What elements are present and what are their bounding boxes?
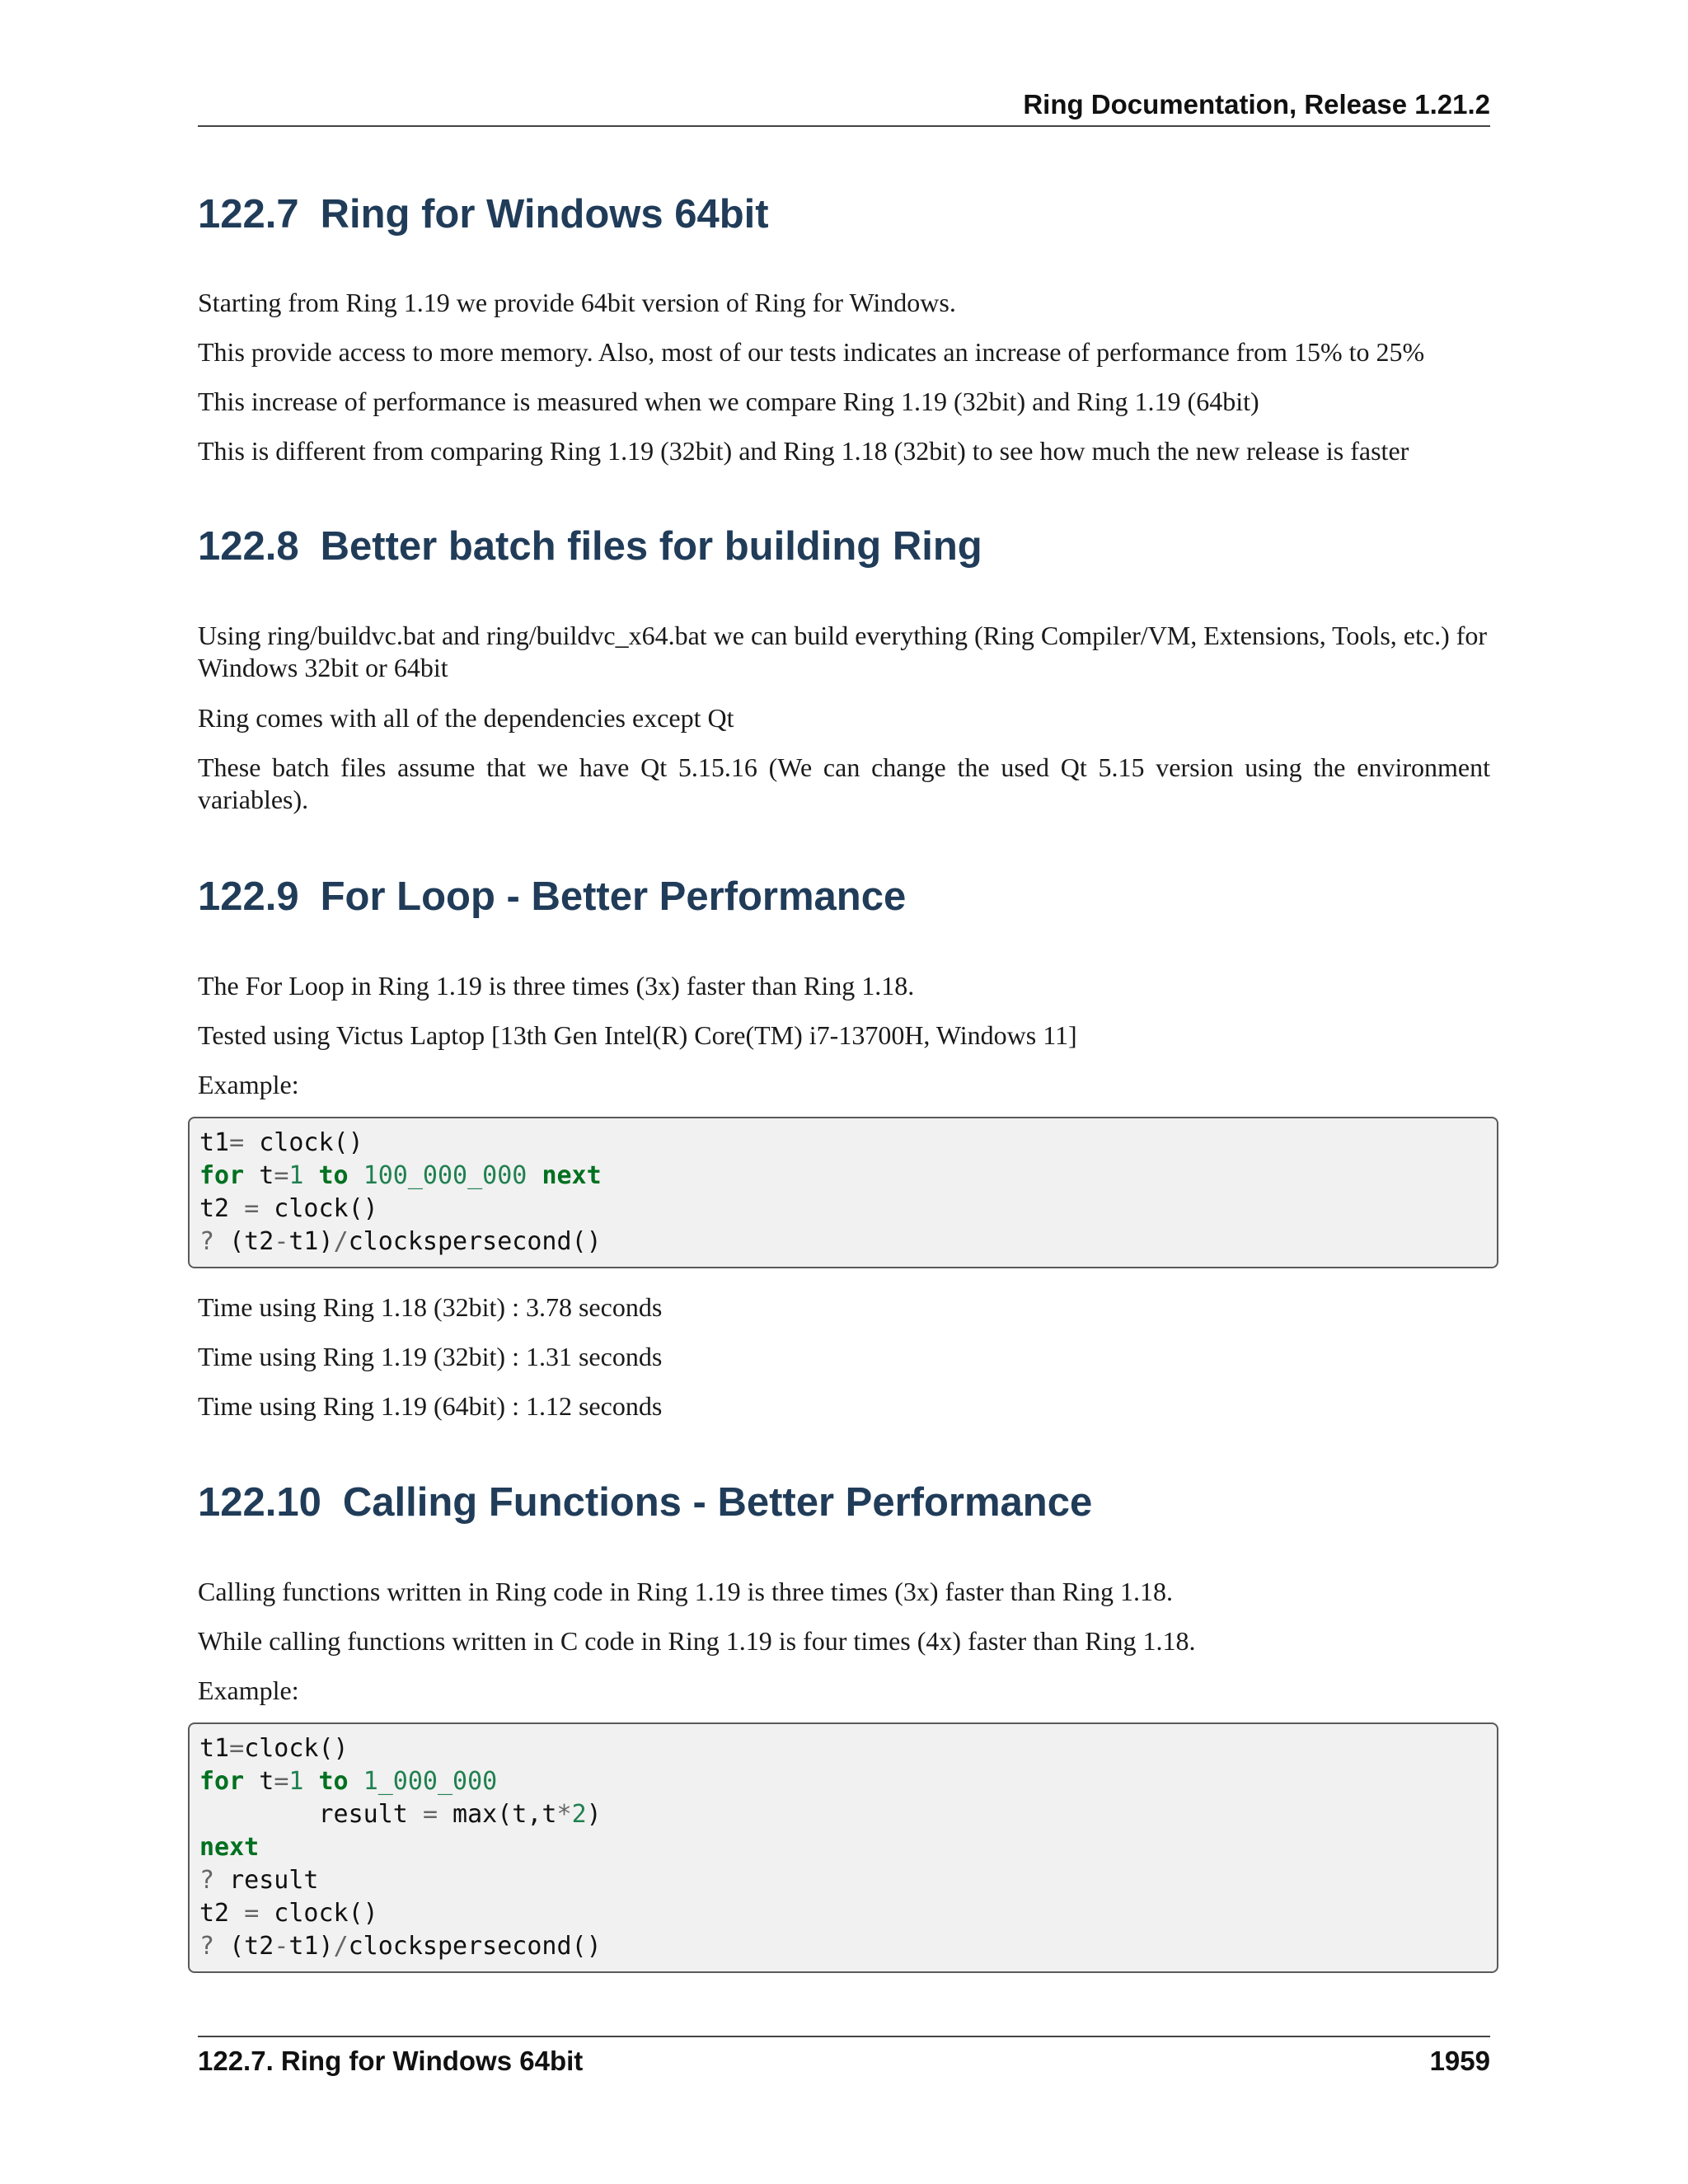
code-token: for	[199, 1161, 245, 1190]
code-token: t1)	[288, 1932, 334, 1961]
code-token: -	[274, 1932, 289, 1961]
paragraph: These batch files assume that we have Qt 5.15.16 (We can change the used Qt 5.15 version using the environment variables).	[198, 752, 1490, 814]
section-number: 122.9	[198, 874, 299, 919]
code-token: ?	[199, 1227, 215, 1256]
code-token: clockspersecond()	[348, 1227, 602, 1256]
code-line	[199, 1897, 1487, 1930]
code-line	[199, 1127, 1487, 1160]
code-token: 1	[288, 1161, 304, 1190]
paragraph: Using ring/buildvc.bat and ring/buildvc_x64.bat we can build everything (Ring Compiler/VM, Extensions, Tools, etc.) for Windows 32bit or 64bit	[198, 621, 1488, 682]
paragraph: Starting from Ring 1.19 we provide 64bit version of Ring for Windows.	[198, 288, 956, 317]
code-token: clock()	[244, 1128, 363, 1157]
section-title: For Loop - Better Performance	[320, 874, 907, 919]
code-token: 1_000_000	[363, 1767, 498, 1796]
paragraph: This is different from comparing Ring 1.19 (32bit) and Ring 1.18 (32bit) to see how much the new release is faster	[198, 436, 1409, 466]
code-token	[349, 1767, 363, 1796]
code-line	[199, 1732, 1487, 1765]
paragraph: This provide access to more memory. Also, most of our tests indicates an increase of performance from 15% to 25%	[198, 337, 1425, 367]
paragraph: While calling functions written in C code in Ring 1.19 is four times (4x) faster than Ring 1.18.	[198, 1626, 1196, 1656]
section-number: 122.7	[198, 192, 299, 237]
code-token: =	[229, 1734, 245, 1763]
section-title: Ring for Windows 64bit	[320, 192, 769, 237]
section-heading-122-9	[198, 874, 906, 920]
code-token: 2	[571, 1800, 587, 1829]
code-token: next	[542, 1161, 602, 1190]
code-token: )	[586, 1800, 602, 1829]
paragraph: Time using Ring 1.19 (32bit) : 1.31 seconds	[198, 1342, 663, 1371]
code-line	[199, 1798, 1487, 1831]
section-number: 122.10	[198, 1480, 321, 1525]
code-token: t1	[199, 1734, 230, 1763]
code-line	[199, 1831, 1487, 1864]
code-line	[199, 1765, 1487, 1798]
code-token: =	[244, 1899, 260, 1928]
code-token: =	[422, 1800, 438, 1829]
paragraph: The For Loop in Ring 1.19 is three times (3x) faster than Ring 1.18.	[198, 971, 915, 1001]
code-token: clock()	[244, 1734, 349, 1763]
code-token: t2	[199, 1899, 245, 1928]
code-token: (t2	[214, 1227, 274, 1256]
section-number: 122.8	[198, 524, 299, 569]
code-token: clock()	[259, 1194, 378, 1223]
paragraph: Example:	[198, 1675, 299, 1705]
code-token: 1	[288, 1767, 304, 1796]
code-token: (t2	[214, 1932, 274, 1961]
code-token: /	[333, 1932, 349, 1961]
code-token: /	[333, 1227, 349, 1256]
code-token: t1)	[288, 1227, 334, 1256]
section-heading-122-8	[198, 523, 982, 569]
paragraph: Tested using Victus Laptop [13th Gen Intel(R) Core(TM) i7-13700H, Windows 11]	[198, 1020, 1077, 1050]
code-token	[303, 1161, 318, 1190]
paragraph: This increase of performance is measured when we compare Ring 1.19 (32bit) and Ring 1.19 (64bit)	[198, 387, 1259, 416]
code-token: to	[318, 1161, 349, 1190]
section-title: Better batch files for building Ring	[320, 524, 982, 569]
code-token: 100_000_000	[363, 1161, 528, 1190]
code-token: t2	[199, 1194, 245, 1223]
code-line	[199, 1160, 1487, 1193]
code-token: ?	[199, 1866, 215, 1895]
code-line	[199, 1864, 1487, 1897]
code-block	[188, 1722, 1498, 1973]
code-token: ?	[199, 1932, 215, 1961]
code-token: clockspersecond()	[348, 1932, 602, 1961]
code-token: *	[556, 1800, 572, 1829]
code-token: next	[199, 1833, 260, 1862]
document-page	[198, 0, 1490, 2184]
code-token	[303, 1767, 318, 1796]
code-token: =	[274, 1767, 289, 1796]
running-header: Ring Documentation, Release 1.21.2	[198, 89, 1490, 127]
code-token: for	[199, 1767, 245, 1796]
code-block	[188, 1117, 1498, 1268]
footer-section: 122.7. Ring for Windows 64bit	[198, 2046, 584, 2076]
code-token: result	[199, 1800, 423, 1829]
code-token: result	[214, 1866, 319, 1895]
code-line	[199, 1193, 1487, 1226]
section-heading-122-7	[198, 191, 769, 237]
code-token: t	[244, 1767, 274, 1796]
code-token: =	[229, 1128, 245, 1157]
code-token: -	[274, 1227, 289, 1256]
running-footer	[198, 2036, 1490, 2077]
page-number: 1959	[1429, 2046, 1490, 2076]
paragraph: Time using Ring 1.18 (32bit) : 3.78 seconds	[198, 1292, 663, 1322]
paragraph: Time using Ring 1.19 (64bit) : 1.12 seconds	[198, 1391, 663, 1421]
paragraph: Example:	[198, 1070, 299, 1099]
code-token: =	[274, 1161, 289, 1190]
code-line	[199, 1226, 1487, 1258]
code-token: to	[318, 1767, 349, 1796]
code-token: t1	[199, 1128, 230, 1157]
code-token: clock()	[259, 1899, 378, 1928]
code-token	[349, 1161, 363, 1190]
code-token: =	[244, 1194, 260, 1223]
paragraph: Ring comes with all of the dependencies except Qt	[198, 703, 734, 733]
code-token: max(t,t	[438, 1800, 557, 1829]
paragraph: Calling functions written in Ring code in Ring 1.19 is three times (3x) faster than Ring 1.18.	[198, 1577, 1173, 1606]
code-token: t	[244, 1161, 274, 1190]
section-title: Calling Functions - Better Performance	[342, 1480, 1093, 1525]
section-heading-122-10	[198, 1479, 1092, 1526]
code-line	[199, 1930, 1487, 1963]
code-token	[527, 1161, 542, 1190]
